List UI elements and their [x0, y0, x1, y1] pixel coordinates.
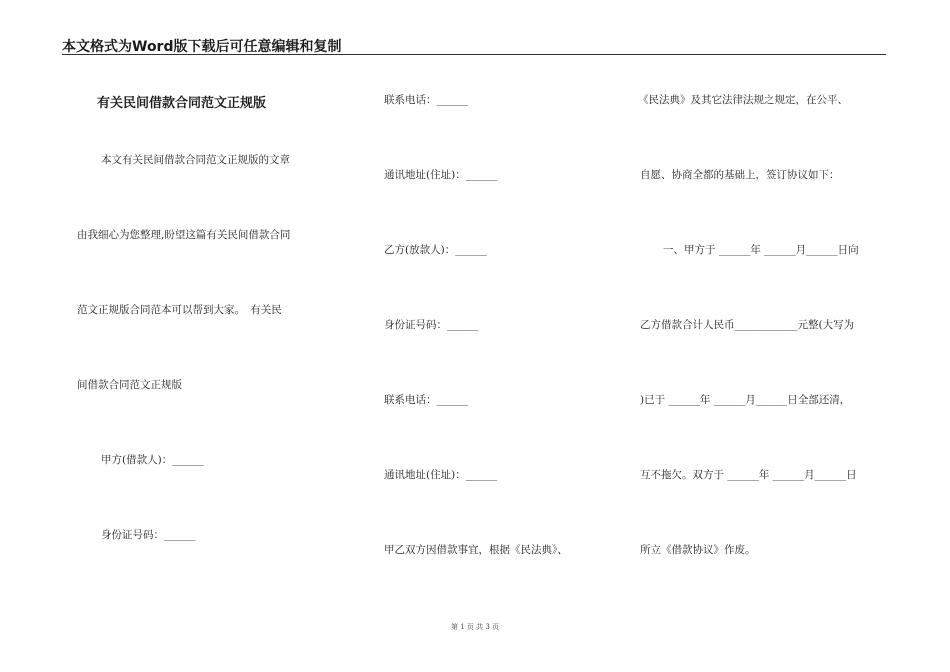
text-line: 互不拖欠。双方于 ______年 ______月______日: [640, 469, 857, 481]
text-line: 甲乙双方因借款事宜，根据《民法典》、: [384, 544, 568, 556]
header-divider: [62, 54, 886, 55]
text-line: 所立《借款协议》作废。: [640, 544, 756, 556]
text-line: 联系电话：______: [384, 394, 468, 406]
text-line: 一、甲方于 ______年 ______月______日向: [663, 244, 859, 256]
text-line: 间借款合同范文正规版: [77, 379, 182, 391]
text-line: 乙方借款合计人民币____________元整(大写为: [640, 319, 855, 331]
document-title: 有关民间借款合同范文正规版: [97, 96, 267, 111]
text-line: 身份证号码：______: [101, 529, 196, 541]
text-line: 《民法典》及其它法律法规之规定，在公平、: [638, 94, 848, 106]
text-line: 通讯地址(住址)：______: [384, 469, 498, 481]
page-number: 第 1 页 共 3 页: [450, 623, 500, 631]
page-header: 本文格式为Word版下载后可任意编辑和复制: [62, 39, 342, 55]
text-line: 本文有关民间借款合同范文正规版的文章: [101, 154, 290, 166]
text-line: )已于 ______年 ______月______日全部还清，: [640, 394, 851, 406]
text-line: 甲方(借款人)：______: [101, 454, 204, 466]
text-line: 通讯地址(住址)：______: [384, 169, 498, 181]
text-line: 自愿、协商全都的基础上，签订协议如下：: [640, 169, 840, 181]
text-line: 乙方(放款人)：______: [384, 244, 487, 256]
text-line: 身份证号码：______: [384, 319, 479, 331]
text-line: 范文正规版合同范本可以帮到大家。 有关民: [77, 304, 282, 316]
text-line: 由我细心为您整理,盼望这篇有关民间借款合同: [77, 229, 291, 241]
text-line: 联系电话：______: [384, 94, 468, 106]
